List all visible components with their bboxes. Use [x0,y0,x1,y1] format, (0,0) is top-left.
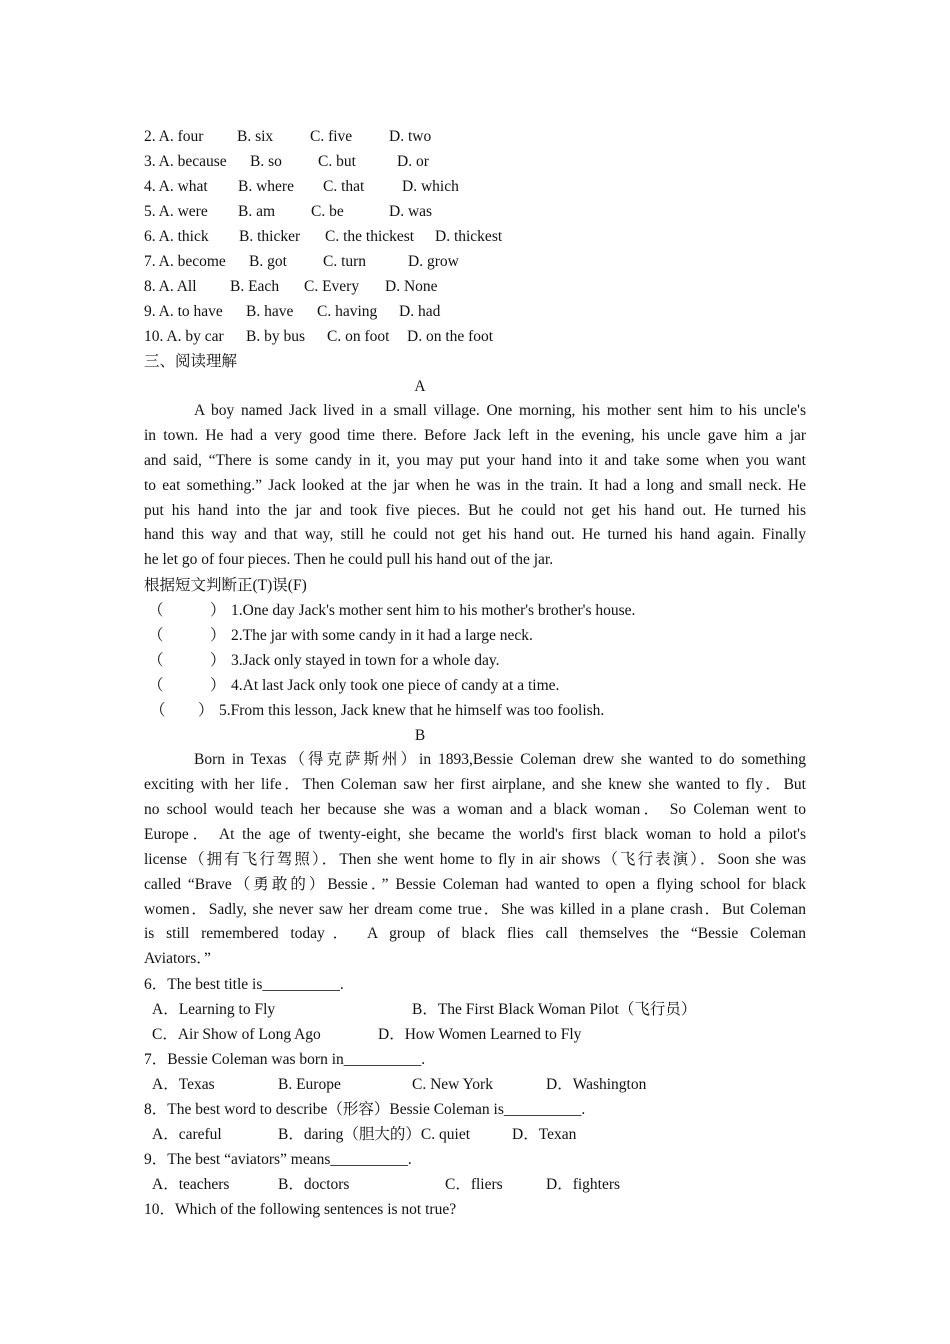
question-option: C．Air Show of Long Ago [152,1026,321,1044]
option-c: C. having [317,303,378,320]
option-d: D. two [389,128,432,145]
question-option: D．How Women Learned to Fly [378,1026,582,1044]
option-b: B. have [246,303,294,320]
statement-text: 3.Jack only stayed in town for a whole day. [231,652,500,670]
cloze-option-row [144,224,806,249]
statement-row [144,648,806,673]
question-option: D．Washington [546,1076,647,1094]
question-stem: 9．The best “aviators” means__________. [144,1151,412,1169]
option-a: 4. A. what [144,178,208,195]
option-b: B. six [237,128,274,145]
answer-bracket-open: （ [150,702,166,720]
cloze-option-row [144,299,806,324]
option-b: B. thicker [239,228,301,245]
passage-line: no school would teach her because she was a woman and a black woman． So Coleman went to [144,801,806,819]
exam-page [144,124,806,1222]
answer-bracket-close: ） [210,602,226,620]
option-a: 5. A. were [144,203,208,220]
question-option: B．The First Black Woman Pilot（飞行员） [412,1001,697,1019]
answer-bracket-open: （ [148,627,164,645]
cloze-option-row [144,249,806,274]
passage-line: A boy named Jack lived in a small village. One morning, his mother sent him to his uncle's [194,402,806,419]
cloze-options-list [144,124,806,349]
option-a: 2. A. four [144,128,204,145]
passage-line: he let go of four pieces. Then he could pull his hand out of the jar. [144,551,554,569]
option-a: 6. A. thick [144,228,209,245]
question-stem: 7．Bessie Coleman was born in__________. [144,1051,426,1069]
question-stem: 8．The best word to describe（形容）Bessie Coleman is__________. [144,1101,586,1119]
option-d: D. None [385,278,438,295]
option-a: 8. A. All [144,278,197,295]
cloze-option-row [144,324,806,349]
question-option-row [144,1172,806,1197]
passage-line: Europe． At the age of twenty-eight, she became the world's first black woman to hold a pilot's [144,825,806,843]
option-a: 10. A. by car [144,328,224,345]
option-d: D. on the foot [407,328,494,345]
option-a: 9. A. to have [144,303,223,320]
cloze-option-row [144,199,806,224]
passage-line: license（拥有飞行驾照）．Then she went home to fly in air shows（飞行表演）．Soon she was [144,850,806,868]
passage-b-text [144,748,806,972]
answer-bracket-open: （ [148,677,164,695]
passage-b-questions [144,972,806,1222]
passage-b-label: B [414,727,426,745]
question-option-row [144,997,806,1022]
passage-line: exciting with her life．Then Coleman saw her first airplane, and she knew she wanted to fly．But [144,776,806,794]
option-c: C. be [311,203,344,220]
true-false-statements [144,598,806,723]
question-option: B．doctors [278,1176,350,1194]
option-c: C. on foot [327,328,390,345]
option-d: D. had [399,303,441,320]
question-stem: 6．The best title is__________. [144,976,344,994]
option-b: B. where [238,178,294,195]
passage-line: called “Brave（勇敢的）Bessie．” Bessie Coleman had wanted to open a flying school for black [144,875,806,893]
option-c: C. but [318,153,356,170]
question-option: A．careful [152,1126,222,1144]
option-b: B. got [249,253,287,270]
section-title: 三、阅读理解 [144,353,238,370]
option-c: C. Every [304,278,360,295]
answer-bracket-close: ） [198,702,214,720]
cloze-option-row [144,149,806,174]
question-option-row [144,1122,806,1147]
passage-line: and said, “There is some candy in it, you may put your hand into it and take some when you want [144,451,806,469]
statement-row [144,698,806,723]
answer-bracket-close: ） [210,677,226,695]
passage-line: put his hand into the jar and took five pieces. But he could not get his hand out. He turned his [144,501,806,519]
passage-line: is still remembered today． A group of black flies call themselves the “Bessie Coleman [144,925,806,943]
true-false-instruction: 根据短文判断正(T)误(F) [144,577,307,595]
question-option-row [144,1022,806,1047]
option-c: C. that [323,178,365,195]
option-d: D. was [389,203,433,220]
question-option: A．Learning to Fly [152,1001,276,1019]
cloze-option-row [144,124,806,149]
option-b: B. so [250,153,282,170]
cloze-option-row [144,274,806,299]
option-d: D. which [402,178,459,195]
passage-line: women．Sadly, she never saw her dream come true．She was killed in a plane crash．But Coleman [144,900,806,918]
option-b: B. Each [230,278,280,295]
question-option: B. Europe [278,1076,341,1094]
question-option: B．daring（胆大的）C. quiet [278,1126,471,1144]
question-stem: 10．Which of the following sentences is not true? [144,1201,457,1219]
question-option: A．teachers [152,1176,230,1194]
statement-text: 2.The jar with some candy in it had a large neck. [231,627,533,645]
question-option: C. New York [412,1076,493,1094]
option-b: B. am [238,203,276,220]
cloze-option-row [144,174,806,199]
passage-line: Born in Texas（得克萨斯州）in 1893,Bessie Coleman drew she wanted to do something [194,751,806,769]
passage-line: Aviators．” [144,950,211,968]
statement-text: 1.One day Jack's mother sent him to his mother's brother's house. [231,602,636,620]
statement-row [144,598,806,623]
question-option: D．Texan [512,1126,577,1144]
statement-text: 5.From this lesson, Jack knew that he himself was too foolish. [219,702,605,720]
option-c: C. turn [323,253,367,270]
answer-bracket-close: ） [210,652,226,670]
question-option: D．fighters [546,1176,621,1194]
option-c: C. the thickest [325,228,415,245]
option-d: D. thickest [435,228,503,245]
statement-row [144,673,806,698]
answer-bracket-open: （ [148,652,164,670]
option-b: B. by bus [246,328,305,345]
question-option-row [144,1072,806,1097]
statement-text: 4.At last Jack only took one piece of candy at a time. [231,677,560,695]
answer-bracket-close: ） [210,627,226,645]
passage-a-text [144,399,806,573]
option-d: D. grow [408,253,459,270]
option-c: C. five [310,128,353,145]
answer-bracket-open: （ [148,602,164,620]
passage-line: hand this way and that way, still he could not get his hand out. He turned his hand again. Finally [144,526,806,544]
option-a: 3. A. because [144,153,227,170]
question-option: C．fliers [445,1176,503,1194]
option-a: 7. A. become [144,253,226,270]
option-d: D. or [397,153,429,170]
question-option: A．Texas [152,1076,215,1094]
passage-a-label: A [414,378,426,395]
statement-row [144,623,806,648]
passage-line: to eat something.” Jack looked at the jar when he was in the train. It had a long and small neck. He [144,476,806,494]
passage-line: in town. He had a very good time there. Before Jack left in the evening, his uncle gave him a jar [144,426,806,444]
